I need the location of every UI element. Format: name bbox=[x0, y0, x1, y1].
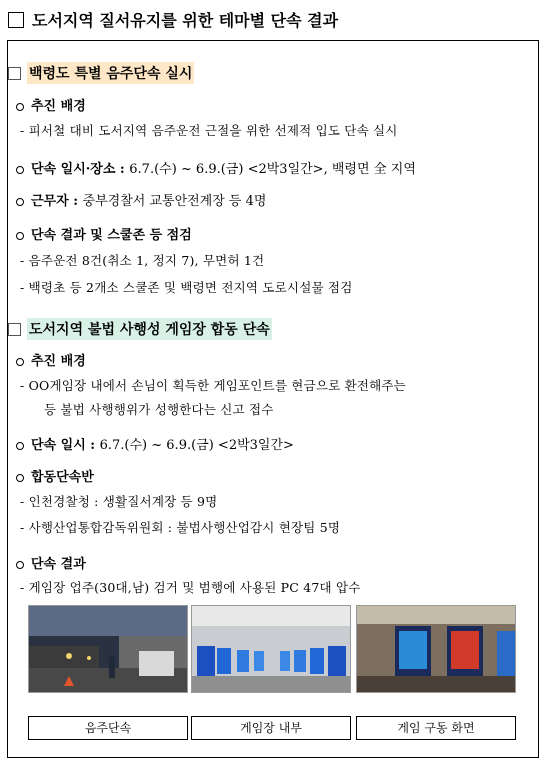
s1-b3-value: 중부경찰서 교통안전계장 등 4명 bbox=[82, 194, 267, 209]
photo-caption-3: 게임 구동 화면 bbox=[356, 716, 516, 740]
circle-bullet-icon bbox=[16, 198, 24, 206]
square-icon bbox=[8, 67, 21, 80]
circle-bullet-icon bbox=[16, 474, 24, 482]
section1-heading bbox=[8, 62, 194, 84]
s1-bullet-staff bbox=[16, 190, 266, 209]
circle-bullet-icon bbox=[16, 561, 24, 569]
s1-bullet-results bbox=[16, 224, 192, 243]
s2-b3-label: 합동단속반 bbox=[31, 470, 94, 485]
s2-b1-line1: - OO게임장 내에서 손님이 획득한 게임포인트를 현금으로 환전해주는 bbox=[20, 378, 406, 393]
circle-bullet-icon bbox=[16, 232, 24, 240]
s2-b4-label: 단속 결과 bbox=[31, 557, 86, 572]
photo-game-screen bbox=[356, 605, 516, 693]
s1-b4-line2: - 백령초 등 2개소 스쿨존 및 백령면 전지역 도로시설물 점검 bbox=[20, 280, 353, 295]
s1-b2-value: 6.7.(수) ~ 6.9.(금) <2박3일간>, 백령면 全 지역 bbox=[129, 162, 416, 177]
page-title-text: 도서지역 질서유지를 위한 테마별 단속 결과 bbox=[32, 11, 339, 30]
s1-b3-label: 근무자 : bbox=[31, 194, 78, 209]
circle-bullet-icon bbox=[16, 442, 24, 450]
checkbox-square-icon bbox=[8, 12, 24, 28]
s2-b2-label: 단속 일시 : bbox=[31, 438, 96, 453]
circle-bullet-icon bbox=[16, 103, 24, 111]
s1-b4-label: 단속 결과 및 스쿨존 등 점검 bbox=[31, 228, 192, 243]
square-icon bbox=[8, 323, 21, 336]
photo-drunk-driving-checkpoint bbox=[28, 605, 188, 693]
s2-bullet-datetime bbox=[16, 434, 294, 453]
s1-b2-label: 단속 일시·장소 : bbox=[31, 162, 125, 177]
section2-heading-text: 도서지역 불법 사행성 게임장 합동 단속 bbox=[27, 318, 272, 340]
s1-bullet-datetime bbox=[16, 158, 416, 177]
circle-bullet-icon bbox=[16, 166, 24, 174]
s1-b1-line: - 피서철 대비 도서지역 음주운전 근절을 위한 선제적 입도 단속 실시 bbox=[20, 123, 398, 138]
s2-b4-line: - 게임장 업주(30대,남) 검거 및 범행에 사용된 PC 47대 압수 bbox=[20, 580, 361, 595]
s2-b3-line1: - 인천경찰청 : 생활질서계장 등 9명 bbox=[20, 494, 218, 509]
photo-arcade-interior bbox=[191, 605, 351, 693]
photo-caption-2: 게임장 내부 bbox=[191, 716, 351, 740]
photo-caption-1: 음주단속 bbox=[28, 716, 188, 740]
section1-heading-text: 백령도 특별 음주단속 실시 bbox=[27, 62, 194, 84]
page-title bbox=[8, 8, 338, 31]
s2-b1-label: 추진 배경 bbox=[31, 354, 86, 369]
s1-b1-label: 추진 배경 bbox=[31, 99, 86, 114]
circle-bullet-icon bbox=[16, 358, 24, 366]
s2-b2-value: 6.7.(수) ~ 6.9.(금) <2박3일간> bbox=[99, 438, 294, 453]
s2-bullet-background bbox=[16, 350, 86, 369]
s2-bullet-team bbox=[16, 466, 94, 485]
s1-b4-line1: - 음주운전 8건(취소 1, 정지 7), 무면허 1건 bbox=[20, 253, 265, 268]
s2-b1-line2: 등 불법 사행행위가 성행한다는 신고 접수 bbox=[44, 402, 274, 417]
s1-bullet-background bbox=[16, 95, 86, 114]
section2-heading bbox=[8, 318, 272, 340]
s2-bullet-results bbox=[16, 553, 86, 572]
s2-b3-line2: - 사행산업통합감독위원회 : 불법사행산업감시 현장팀 5명 bbox=[20, 520, 341, 535]
